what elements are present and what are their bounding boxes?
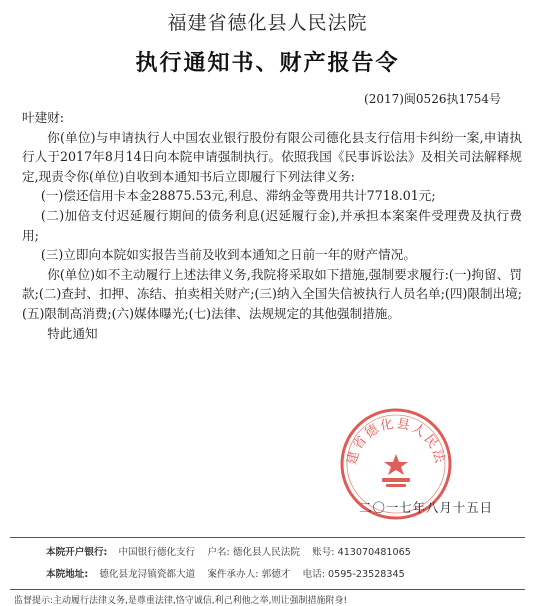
phone-value: 0595-23528345 xyxy=(328,569,405,580)
address-value: 德化县龙浔镇瓷都大道 xyxy=(99,569,196,580)
account-name-label: 户名: xyxy=(207,547,230,558)
document-title: 执行通知书、财产报告令 xyxy=(135,50,400,76)
phone-label: 电话: xyxy=(302,569,325,580)
paragraph-enforcement: 你(单位)如不主动履行上述法律义务,我院将采取如下措施,强制要求履行:(一)拘留、罚款;(二)查封、扣押、冻结、拍卖相关财产;(三)纳入全国失信被执行人员名单;(四)限制出境;(五)限制高消费;(六)媒体曝光;(七)法律、法规规定的其他强制措施。 xyxy=(22,266,522,321)
court-name: 福建省德化县人民法院 xyxy=(167,12,368,34)
footer-address-line xyxy=(46,566,405,580)
handler-label: 案件承办人: xyxy=(207,569,259,580)
signature-date: 二〇一七年八月十五日 xyxy=(359,500,493,515)
handler-value: 郭德才 xyxy=(261,569,291,580)
bank-label: 本院开户银行: xyxy=(46,547,108,558)
document-body xyxy=(22,108,522,343)
case-number: (2017)闽0526执1754号 xyxy=(364,92,501,106)
account-no-label: 账号: xyxy=(312,547,335,558)
address-label: 本院地址: xyxy=(46,569,89,580)
footer-divider-bottom xyxy=(10,589,525,590)
closing-phrase: 特此通知 xyxy=(47,325,98,341)
footer-divider-top xyxy=(10,537,525,538)
account-no-value: 413070481065 xyxy=(337,547,411,558)
obligation-item-1: (一)偿还信用卡本金28875.53元,利息、滞纳金等费用共计7718.01元; xyxy=(40,188,436,204)
supervision-notice: 监督提示:主动履行法律义务,是尊重法律,恪守诚信,利己利他之举,则让强制措施附身! xyxy=(14,596,348,606)
svg-text:福建省德化县人民法院 xyxy=(338,406,448,466)
paragraph-intro: 你(单位)与申请执行人中国农业银行股份有限公司德化县支行信用卡纠纷一案,申请执行人于2017年8月14日向本院申请强制执行。依照我国《民事诉讼法》及相关司法解释规定,现责令你(单位)自收到本通知书后立即履行下列法律义务: xyxy=(22,129,522,184)
addressee: 叶建财: xyxy=(22,110,65,125)
footer-bank-line xyxy=(46,544,411,558)
obligation-item-2: (二)加倍支付迟延履行期间的债务利息(迟延履行金),并承担本案案件受理费及执行费用; xyxy=(22,207,522,243)
account-name-value: 德化县人民法院 xyxy=(232,547,300,558)
seal-text: 建省德化县人民法 xyxy=(344,416,448,467)
bank-value: 中国银行德化支行 xyxy=(118,547,196,558)
obligation-item-3: (三)立即向本院如实报告当前及收到本通知之日前一年的财产情况。 xyxy=(40,247,416,263)
